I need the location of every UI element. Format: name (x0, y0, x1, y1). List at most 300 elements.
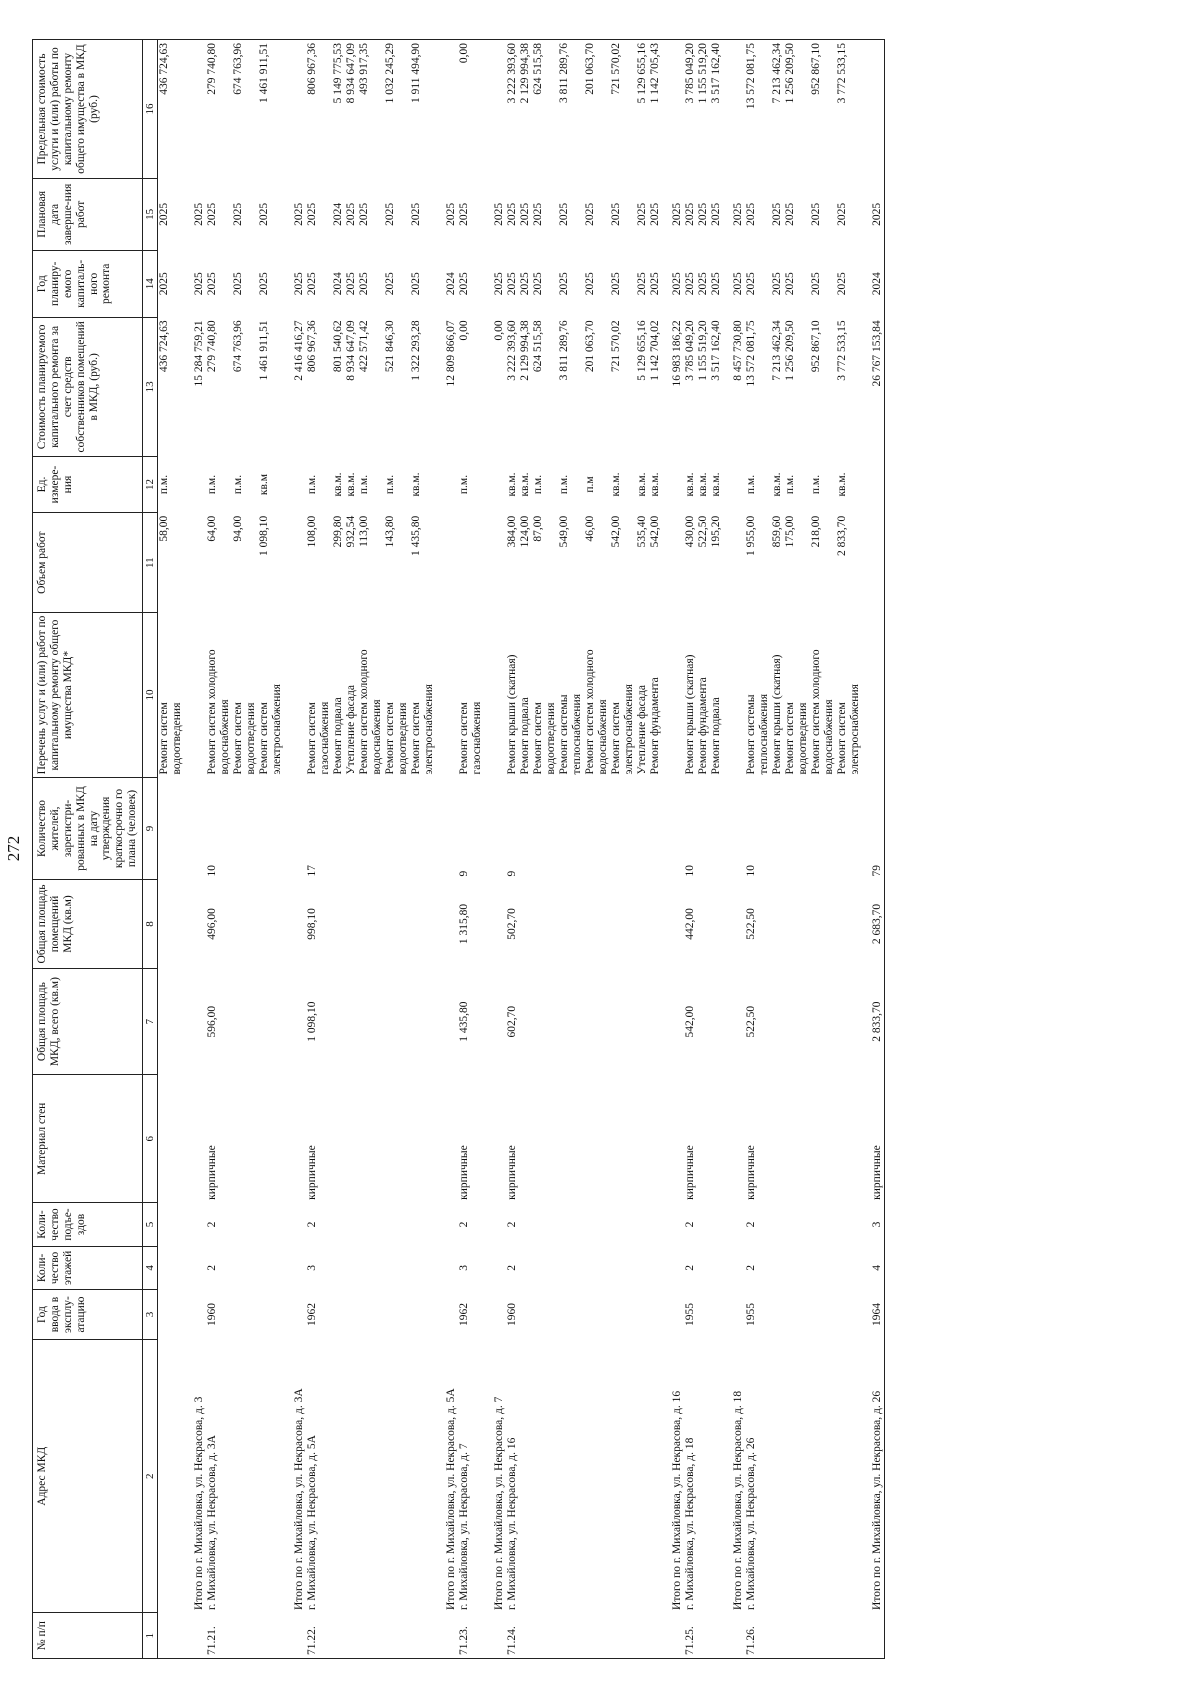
cell-unit (284, 456, 306, 512)
cell-works (519, 613, 532, 778)
cell-year (697, 1290, 710, 1340)
cell-residents (436, 777, 458, 879)
col-header-addr: Адрес МКД (33, 1340, 143, 1613)
cell-room_area (558, 879, 584, 968)
cell-plan_year: 2025 (684, 272, 697, 296)
cell-entr (810, 1203, 836, 1246)
work-row (771, 40, 784, 1659)
cell-wall: кирпичные (871, 1145, 884, 1200)
cell-addr: г. Михайловка, ул. Некрасова, д. 16 (506, 1437, 519, 1610)
cell-total_area (810, 968, 836, 1074)
cell-limit: 674 763,96 (232, 43, 245, 95)
cell-volume: 108,00 (306, 515, 319, 548)
cell-unit: п.м. (745, 474, 758, 495)
work-line: газоснабжения (319, 701, 332, 775)
cell-works (649, 613, 662, 778)
cell-year (284, 1290, 306, 1340)
col-header-room_area: Общая площадь помещений МКД (кв.м) (33, 879, 143, 968)
cell-entr: 2 (745, 1221, 758, 1228)
cell-year: 1960 (506, 1303, 519, 1327)
cell-year (332, 1290, 345, 1340)
cell-floors (332, 1246, 345, 1289)
cell-cost: 12 809 866,07 (445, 320, 458, 387)
col-number-room_area: 8 (143, 879, 158, 968)
cell-num: 71.21. (206, 1626, 219, 1655)
cell-limit: 201 063,70 (584, 43, 597, 95)
cell-year: 1960 (206, 1303, 219, 1327)
work-row (610, 40, 636, 1659)
cell-num (232, 1613, 258, 1659)
cell-plan_year: 2025 (836, 272, 849, 296)
cell-total_area (771, 968, 784, 1074)
cell-total_area (649, 968, 662, 1074)
col-number-works: 10 (143, 613, 158, 778)
cell-entr: 2 (206, 1221, 219, 1228)
cell-year (484, 1290, 506, 1340)
cell-plan_year: 2025 (771, 272, 784, 296)
cell-wall (649, 1075, 662, 1203)
cell-works (258, 613, 284, 778)
cell-volume (436, 513, 458, 613)
work-line: водоотведения (545, 702, 558, 775)
cell-unit: кв.м. (410, 472, 423, 497)
cell-end_year: 2025 (358, 202, 371, 226)
cell-year (436, 1290, 458, 1340)
cell-total_area (784, 968, 810, 1074)
cell-residents: 9 (458, 870, 471, 877)
cell-cost: 7 213 462,34 (771, 320, 784, 381)
cell-num (345, 1613, 358, 1659)
cell-entr (723, 1203, 745, 1246)
cell-entr: 2 (506, 1221, 519, 1228)
cell-entr (558, 1203, 584, 1246)
cell-volume: 218,00 (810, 515, 823, 548)
cell-entr (184, 1203, 206, 1246)
cell-wall (723, 1075, 745, 1203)
building-row (206, 40, 232, 1659)
cell-plan_year: 2025 (458, 272, 471, 296)
cell-limit: 3 772 533,15 (836, 43, 849, 104)
cell-end_year: 2025 (732, 202, 745, 226)
cell-works (636, 613, 649, 778)
cell-end_year: 2025 (810, 202, 823, 226)
cell-floors: 2 (745, 1265, 758, 1271)
col-header-works: Перечень услуг и (или) работ по капитальному ремонту общего имущества МКД* (33, 613, 143, 778)
cell-plan_year: 2024 (332, 272, 345, 296)
cell-num (723, 1613, 745, 1659)
cell-wall (436, 1075, 458, 1203)
cell-room_area: 998,10 (306, 908, 319, 940)
work-line: Ремонт систем (258, 702, 271, 775)
cell-total_area (610, 968, 636, 1074)
cell-works (836, 613, 862, 778)
cell-volume: 549,00 (558, 515, 571, 548)
cell-residents (771, 777, 784, 879)
cell-addr (784, 1340, 810, 1613)
cell-floors (184, 1246, 206, 1289)
work-line: электроснабжения (849, 684, 862, 775)
cell-wall (836, 1075, 862, 1203)
cell-addr (771, 1340, 784, 1613)
cell-total_area (184, 968, 206, 1074)
cell-volume: 195,20 (710, 515, 723, 548)
cell-plan_year: 2025 (584, 272, 597, 296)
cell-residents (836, 777, 862, 879)
cell-volume: 175,00 (784, 515, 797, 548)
cell-num (610, 1613, 636, 1659)
cell-floors (584, 1246, 610, 1289)
cell-wall (332, 1075, 345, 1203)
cell-num (484, 1613, 506, 1659)
work-line: Ремонт крыши (скатная) (506, 654, 519, 775)
work-row (158, 40, 185, 1659)
cell-works (532, 613, 558, 778)
col-number-year: 3 (143, 1290, 158, 1340)
cell-total_area: 602,70 (506, 1005, 519, 1038)
cell-addr (332, 1340, 345, 1613)
cell-end_year: 2025 (871, 202, 884, 226)
cell-works (332, 613, 345, 778)
cell-wall (784, 1075, 810, 1203)
cell-unit: кв.м. (636, 472, 649, 497)
cell-end_year: 2025 (193, 202, 206, 226)
work-line: Ремонт подвала (519, 697, 532, 775)
cell-unit (723, 456, 745, 512)
cell-unit (662, 456, 684, 512)
cell-num (384, 1613, 410, 1659)
building-row (684, 40, 697, 1659)
work-line: водоотведения (397, 702, 410, 775)
work-row (345, 40, 358, 1659)
cell-num (636, 1613, 649, 1659)
cell-plan_year: 2025 (810, 272, 823, 296)
cell-entr (662, 1203, 684, 1246)
cell-plan_year: 2025 (519, 272, 532, 296)
work-line: теплоснабжения (758, 694, 771, 775)
cell-residents (484, 777, 506, 879)
cell-num (158, 1613, 185, 1659)
cell-entr (836, 1203, 862, 1246)
cell-works (723, 613, 745, 778)
cell-total_area: 2 833,70 (871, 1001, 884, 1042)
cell-residents (610, 777, 636, 879)
work-row (836, 40, 862, 1659)
cell-residents (810, 777, 836, 879)
cell-volume: 87,00 (532, 515, 545, 542)
cell-residents (649, 777, 662, 879)
cell-cost: 3 811 289,76 (558, 320, 571, 381)
col-number-residents: 9 (143, 777, 158, 879)
cell-floors: 4 (871, 1265, 884, 1271)
work-line: водоснабжения (371, 699, 384, 775)
cell-volume: 932,54 (345, 515, 358, 548)
cell-num (184, 1613, 206, 1659)
cell-unit (184, 456, 206, 512)
cell-wall (710, 1075, 723, 1203)
work-line: электроснабжения (623, 684, 636, 775)
cell-works (558, 613, 584, 778)
cell-unit: п.м. (532, 474, 545, 495)
cell-end_year: 2025 (771, 202, 784, 226)
cell-entr (710, 1203, 723, 1246)
cell-cost: 0,00 (493, 320, 506, 341)
building-row (458, 40, 484, 1659)
cell-wall (384, 1075, 410, 1203)
cell-addr: Итого по г. Михайловка, ул. Некрасова, д. 16 (671, 1390, 684, 1610)
cell-cost: 1 142 704,02 (649, 320, 662, 381)
cell-num (410, 1613, 436, 1659)
total-row (862, 40, 885, 1659)
col-number-end_year: 15 (143, 179, 158, 251)
cell-residents (784, 777, 810, 879)
cell-addr: Итого по г. Михайловка, ул. Некрасова, д. 26 (871, 1390, 884, 1610)
cell-volume: 542,00 (610, 515, 623, 548)
cell-floors (662, 1246, 684, 1289)
cell-total_area (258, 968, 284, 1074)
cell-works (184, 613, 206, 778)
cell-cost: 1 256 209,50 (784, 320, 797, 381)
cell-num (358, 1613, 384, 1659)
cell-volume (284, 513, 306, 613)
cell-wall (345, 1075, 358, 1203)
cell-addr (836, 1340, 862, 1613)
col-number-wall: 6 (143, 1075, 158, 1203)
cell-floors (636, 1246, 649, 1289)
cell-cost: 5 129 655,16 (636, 320, 649, 381)
work-line: водоснабжения (823, 699, 836, 775)
cell-residents (158, 777, 185, 879)
cell-entr (771, 1203, 784, 1246)
cell-wall (810, 1075, 836, 1203)
cell-end_year: 2024 (332, 202, 345, 226)
cell-addr: Итого по г. Михайловка, ул. Некрасова, д. 18 (732, 1390, 745, 1610)
cell-floors (610, 1246, 636, 1289)
cell-end_year: 2025 (697, 202, 710, 226)
cell-addr (345, 1340, 358, 1613)
cell-cost: 521 846,30 (384, 320, 397, 373)
cell-plan_year: 2025 (784, 272, 797, 296)
cell-end_year: 2025 (558, 202, 571, 226)
cell-year (784, 1290, 810, 1340)
work-line: Ремонт систем (158, 702, 171, 775)
cell-wall (636, 1075, 649, 1203)
cell-num: 71.25. (684, 1626, 697, 1655)
cell-year (723, 1290, 745, 1340)
cell-residents (410, 777, 436, 879)
cell-num (771, 1613, 784, 1659)
cell-end_year: 2025 (384, 202, 397, 226)
cell-residents: 17 (306, 864, 319, 877)
col-header-limit: Предельная стоимость услуги и (или) работы по капитальному ремонту общего имущества в МКД (руб.) (33, 40, 143, 179)
cell-total_area (532, 968, 558, 1074)
cell-entr (158, 1203, 185, 1246)
work-line: водоснабжения (219, 699, 232, 775)
cell-num: 71.22. (306, 1626, 319, 1655)
cell-room_area (662, 879, 684, 968)
cell-year: 1955 (684, 1303, 697, 1327)
cell-addr (584, 1340, 610, 1613)
cell-room_area (710, 879, 723, 968)
cell-unit: п.м. (306, 474, 319, 495)
cell-cost: 3 517 162,40 (710, 320, 723, 381)
cell-room_area (258, 879, 284, 968)
cell-end_year: 2025 (206, 202, 219, 226)
cell-total_area: 596,00 (206, 1005, 219, 1038)
cell-unit (484, 456, 506, 512)
cell-num: 71.23. (458, 1626, 471, 1655)
work-line: Ремонт крыши (скатная) (771, 654, 784, 775)
cell-total_area (484, 968, 506, 1074)
cell-entr (332, 1203, 345, 1246)
cell-cost: 801 540,62 (332, 320, 345, 373)
cell-residents (710, 777, 723, 879)
cell-floors: 2 (206, 1265, 219, 1271)
cell-works (862, 613, 885, 778)
cell-total_area: 542,00 (684, 1005, 697, 1038)
cell-year (836, 1290, 862, 1340)
cell-entr (519, 1203, 532, 1246)
cell-room_area (345, 879, 358, 968)
cell-addr: г. Михайловка, ул. Некрасова, д. 3А (206, 1435, 219, 1610)
work-row (710, 40, 723, 1659)
cell-residents (232, 777, 258, 879)
cell-room_area: 442,00 (684, 908, 697, 940)
cell-total_area (410, 968, 436, 1074)
cell-cost: 952 867,10 (810, 320, 823, 373)
cell-works (410, 613, 436, 778)
cell-year (345, 1290, 358, 1340)
work-row (258, 40, 284, 1659)
cell-wall (184, 1075, 206, 1203)
cell-total_area (836, 968, 862, 1074)
cell-works (436, 613, 458, 778)
cell-addr (410, 1340, 436, 1613)
cell-cost: 0,00 (458, 320, 471, 341)
cell-works (384, 613, 410, 778)
cell-num (810, 1613, 836, 1659)
building-row (506, 40, 519, 1659)
cell-volume: 1 435,80 (410, 515, 423, 556)
cell-year: 1962 (458, 1303, 471, 1327)
cell-floors: 2 (684, 1265, 697, 1271)
work-line: Утепление фасада (345, 685, 358, 775)
cell-year (158, 1290, 185, 1340)
cell-addr: Итого по г. Михайловка, ул. Некрасова, д. 3 (193, 1396, 206, 1610)
cell-plan_year: 2025 (649, 272, 662, 296)
cell-unit: кв.м. (332, 472, 345, 497)
cell-cost: 16 983 186,22 (671, 320, 684, 387)
cell-num: 71.26. (745, 1626, 758, 1655)
cell-plan_year: 2025 (745, 272, 758, 296)
cell-cost: 624 515,58 (532, 320, 545, 373)
cell-year: 1962 (306, 1303, 319, 1327)
cell-wall: кирпичные (206, 1145, 219, 1200)
cell-total_area (710, 968, 723, 1074)
cell-unit: п.м. (810, 474, 823, 495)
work-line: Ремонт систем (784, 702, 797, 775)
cell-room_area: 1 315,80 (458, 903, 471, 945)
cell-end_year: 2025 (258, 202, 271, 226)
cell-total_area (584, 968, 610, 1074)
cell-residents: 9 (506, 870, 519, 877)
cell-room_area: 502,70 (506, 908, 519, 940)
cell-limit (284, 40, 306, 179)
cell-total_area (232, 968, 258, 1074)
cell-end_year: 2025 (410, 202, 423, 226)
repair-plan-table (32, 39, 885, 1659)
cell-addr (810, 1340, 836, 1613)
cell-floors (532, 1246, 558, 1289)
work-line: водоотведения (171, 702, 184, 775)
cell-cost: 8 934 647,09 (345, 320, 358, 381)
cell-num (284, 1613, 306, 1659)
cell-residents (584, 777, 610, 879)
cell-room_area (610, 879, 636, 968)
work-line: Ремонт систем (232, 702, 245, 775)
cell-total_area (358, 968, 384, 1074)
cell-entr (584, 1203, 610, 1246)
cell-cost: 3 772 533,15 (836, 320, 849, 381)
cell-unit: кв.м. (506, 472, 519, 497)
cell-num (532, 1613, 558, 1659)
work-row (519, 40, 532, 1659)
cell-limit: 5 129 655,16 (636, 43, 649, 104)
cell-works (710, 613, 723, 778)
cell-volume: 1 955,00 (745, 515, 758, 556)
work-line: Ремонт систем (458, 702, 471, 775)
cell-unit: п.м. (158, 474, 171, 495)
work-line: электроснабжения (271, 684, 284, 775)
cell-entr (410, 1203, 436, 1246)
cell-works (284, 613, 306, 778)
col-number-total_area: 7 (143, 968, 158, 1074)
cell-cost: 1 155 519,20 (697, 320, 710, 381)
cell-floors (358, 1246, 384, 1289)
cell-end_year: 2025 (158, 202, 171, 226)
cell-residents (558, 777, 584, 879)
col-header-year: Год ввода в эксплу-атацию (33, 1290, 143, 1340)
work-line: Ремонт систем (384, 702, 397, 775)
cell-volume: 859,60 (771, 515, 784, 548)
work-line: Ремонт систем (836, 702, 849, 775)
cell-room_area (836, 879, 862, 968)
cell-works (684, 613, 697, 778)
cell-volume: 542,00 (649, 515, 662, 548)
work-line: газоснабжения (471, 701, 484, 775)
cell-unit: кв.м. (649, 472, 662, 497)
cell-unit: кв.м (258, 473, 271, 496)
page-number: 272 (4, 835, 23, 862)
cell-room_area: 496,00 (206, 908, 219, 940)
work-line: водоснабжения (597, 699, 610, 775)
cell-room_area (284, 879, 306, 968)
work-row (410, 40, 436, 1659)
cell-total_area (332, 968, 345, 1074)
col-header-total_area: Общая площадь МКД, всего (кв.м) (33, 968, 143, 1074)
cell-floors (384, 1246, 410, 1289)
cell-floors: 3 (306, 1265, 319, 1271)
cell-limit: 806 967,36 (306, 43, 319, 95)
cell-limit (723, 40, 745, 179)
cell-addr (358, 1340, 384, 1613)
cell-plan_year: 2025 (158, 272, 171, 296)
cell-unit (862, 456, 885, 512)
cell-cost: 3 222 393,60 (506, 320, 519, 381)
cell-num (836, 1613, 862, 1659)
cell-unit: кв.м. (771, 472, 784, 497)
col-number-unit: 12 (143, 456, 158, 512)
cell-addr (697, 1340, 710, 1613)
